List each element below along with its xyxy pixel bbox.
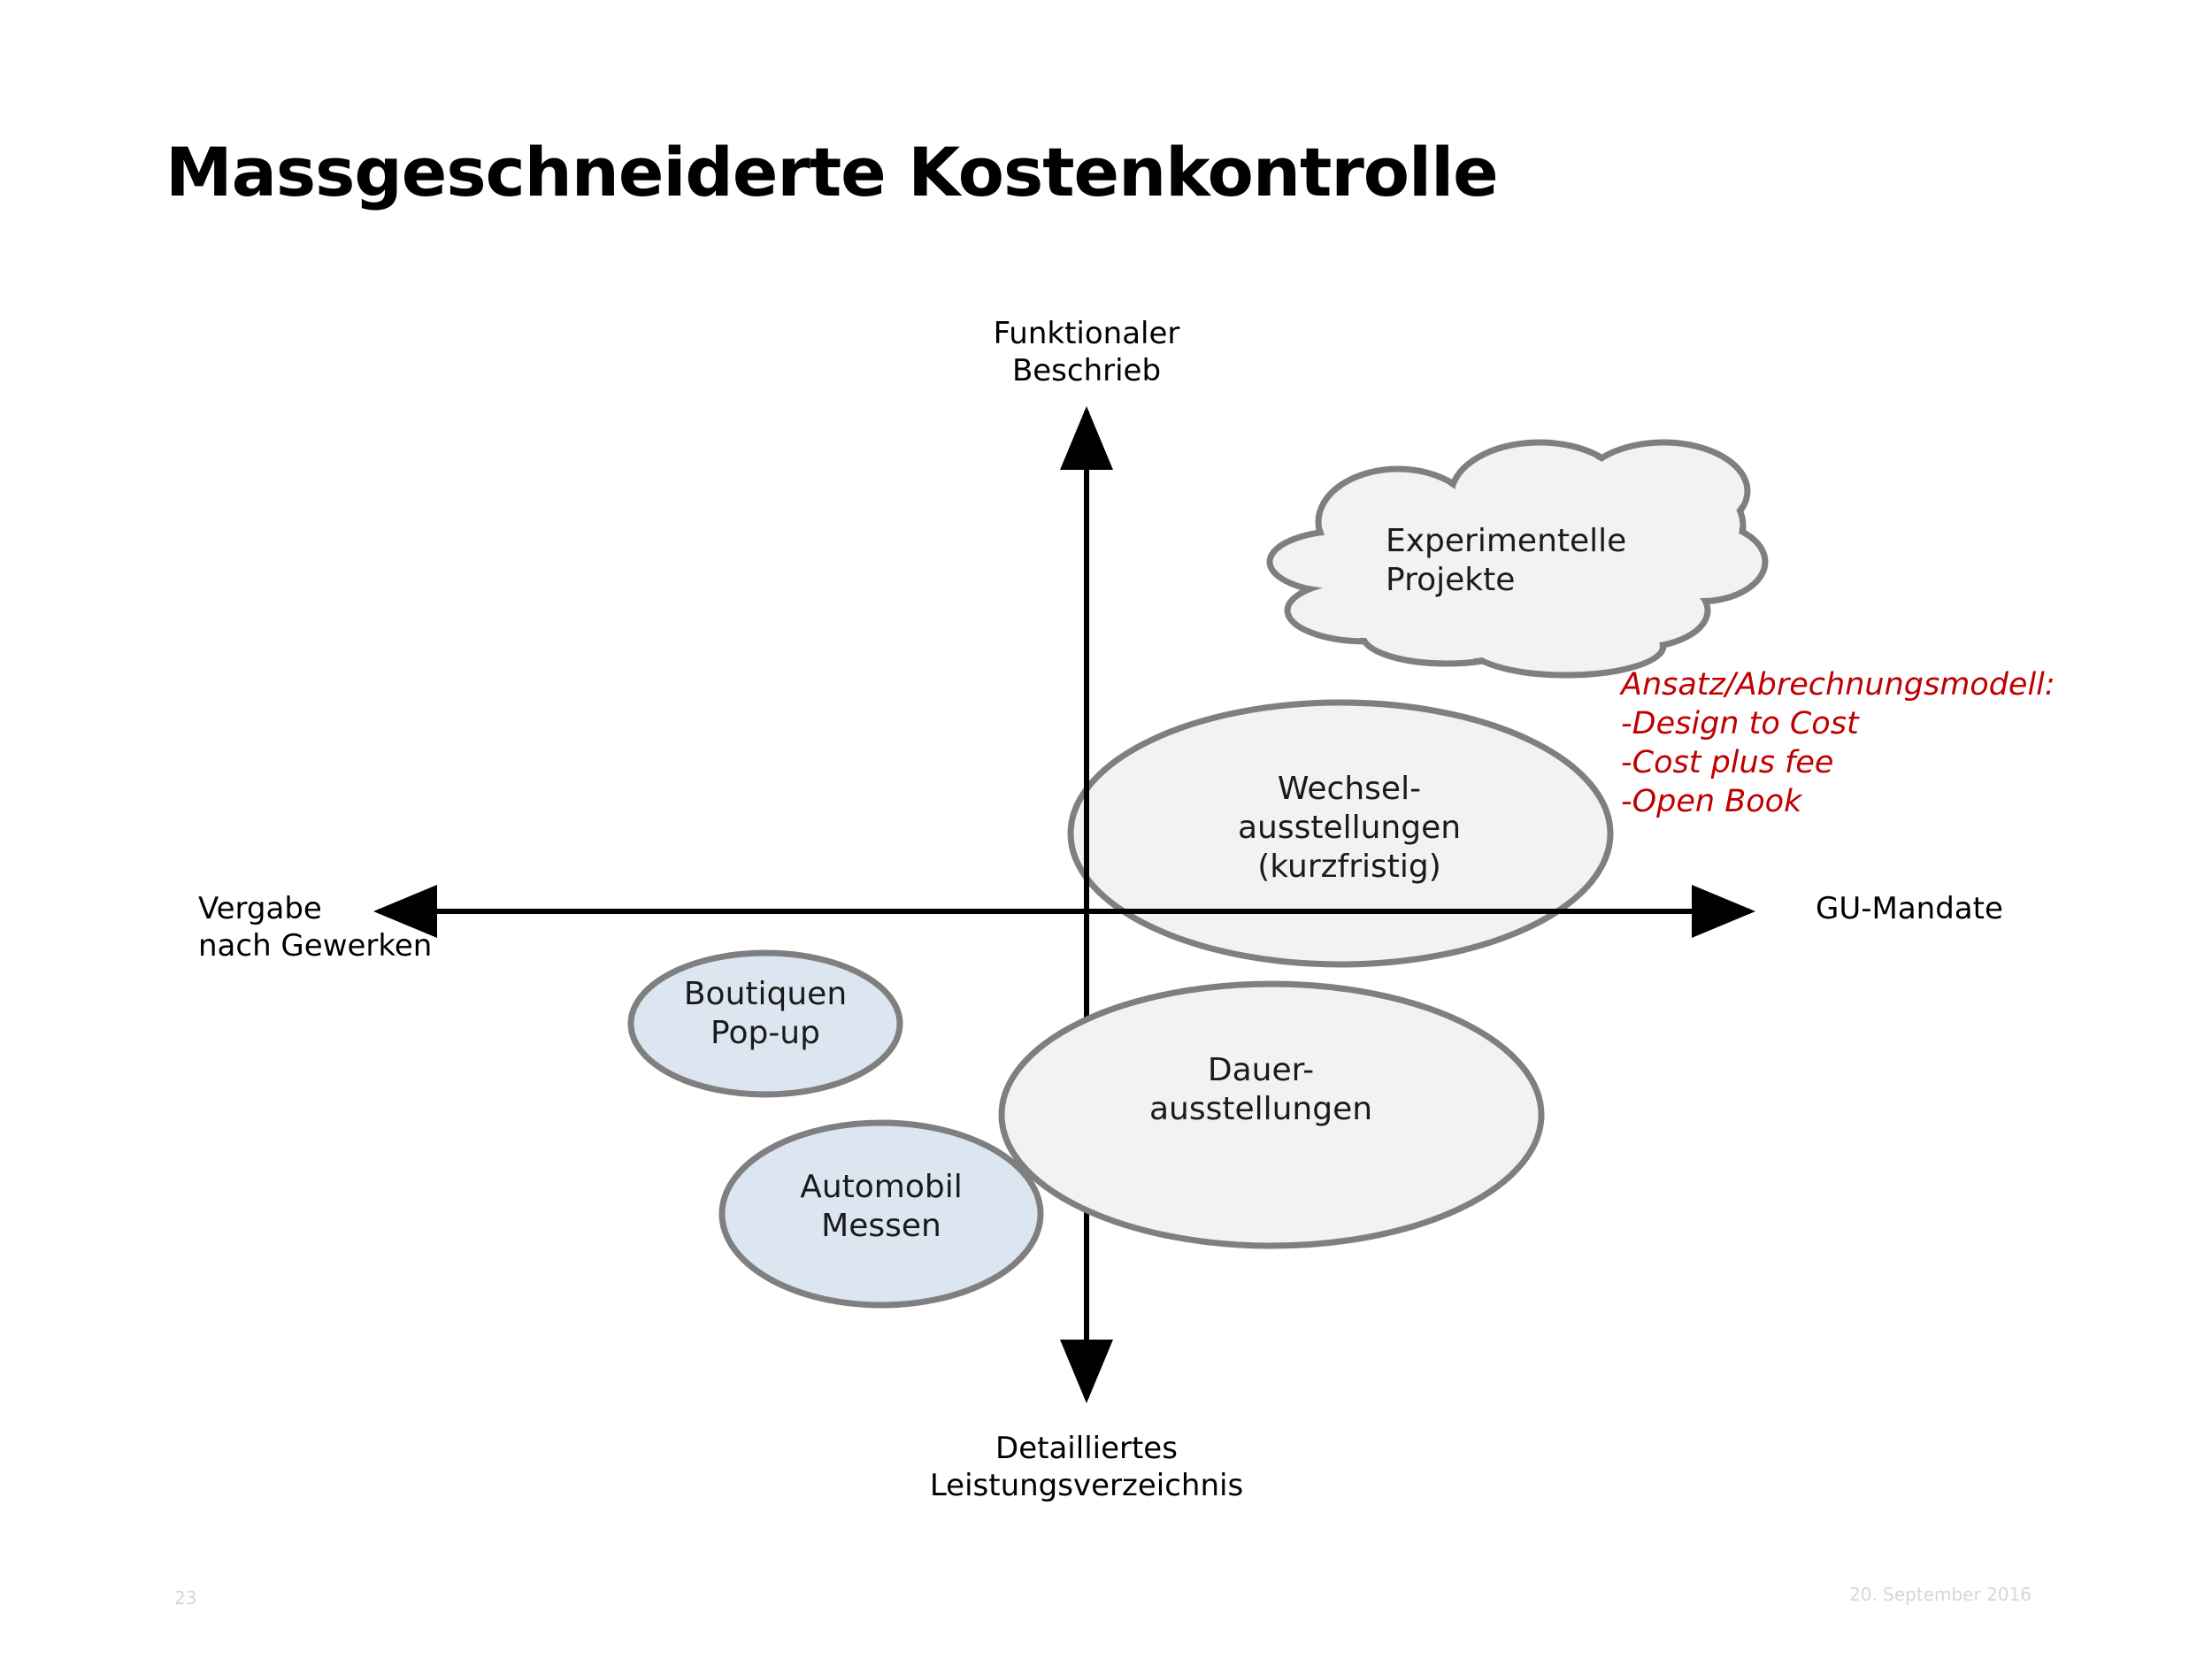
- bubble-label-line: Boutiquen: [683, 976, 848, 1012]
- note-item: -Open Book: [1621, 784, 1802, 819]
- bubble-label-line: Automobil: [800, 1169, 963, 1205]
- bubble-label-line: Pop-up: [710, 1015, 820, 1051]
- bubble-label-line: Messen: [821, 1208, 941, 1244]
- axis-label-bottom: [910, 1430, 1263, 1504]
- bubble-label-line: ausstellungen: [1237, 810, 1462, 846]
- bubble-label-experimentelle-projekte: [1386, 522, 1626, 600]
- axis-label-right: GU-Mandate: [1816, 891, 2003, 926]
- bubble-label-line: Dauer-: [1207, 1052, 1315, 1088]
- axis-label-top: [963, 315, 1210, 389]
- axis-label-left-line2: nach Gewerken: [198, 928, 433, 964]
- axis-label-bottom-line2: Leistungsverzeichnis: [929, 1468, 1244, 1503]
- bubble-label-wechselausstellungen: [1208, 770, 1491, 887]
- axis-label-left: [198, 890, 432, 964]
- note-heading: Ansatz/Abrechnungsmodell:: [1621, 667, 2055, 703]
- billing-model-note: [1621, 665, 2055, 821]
- bubble-label-boutiquen-popup: [659, 975, 872, 1053]
- axis-label-top-line2: Beschrieb: [1011, 353, 1162, 388]
- bubble-label-line: Projekte: [1386, 562, 1516, 598]
- bubble-label-line: Experimentelle: [1386, 523, 1627, 559]
- bubble-label-line: (kurzfristig): [1257, 849, 1441, 885]
- bubble-label-line: ausstellungen: [1148, 1091, 1373, 1127]
- axis-label-bottom-line1: Detailliertes: [995, 1431, 1178, 1466]
- note-item: -Cost plus fee: [1621, 745, 1834, 780]
- axis-label-top-line1: Funktionaler: [993, 316, 1180, 351]
- axis-label-left-line1: Vergabe: [198, 891, 322, 926]
- note-item: -Design to Cost: [1621, 706, 1859, 741]
- page-title: Massgeschneiderte Kostenkontrolle: [165, 133, 1498, 211]
- bubble-label-line: Wechsel-: [1277, 771, 1422, 807]
- bubble-label-dauerausstellungen: [1119, 1051, 1402, 1129]
- footer-date: 20. September 2016: [1849, 1584, 2032, 1605]
- bubble-label-automobil-messen: [775, 1168, 987, 1246]
- page-number: 23: [174, 1587, 197, 1609]
